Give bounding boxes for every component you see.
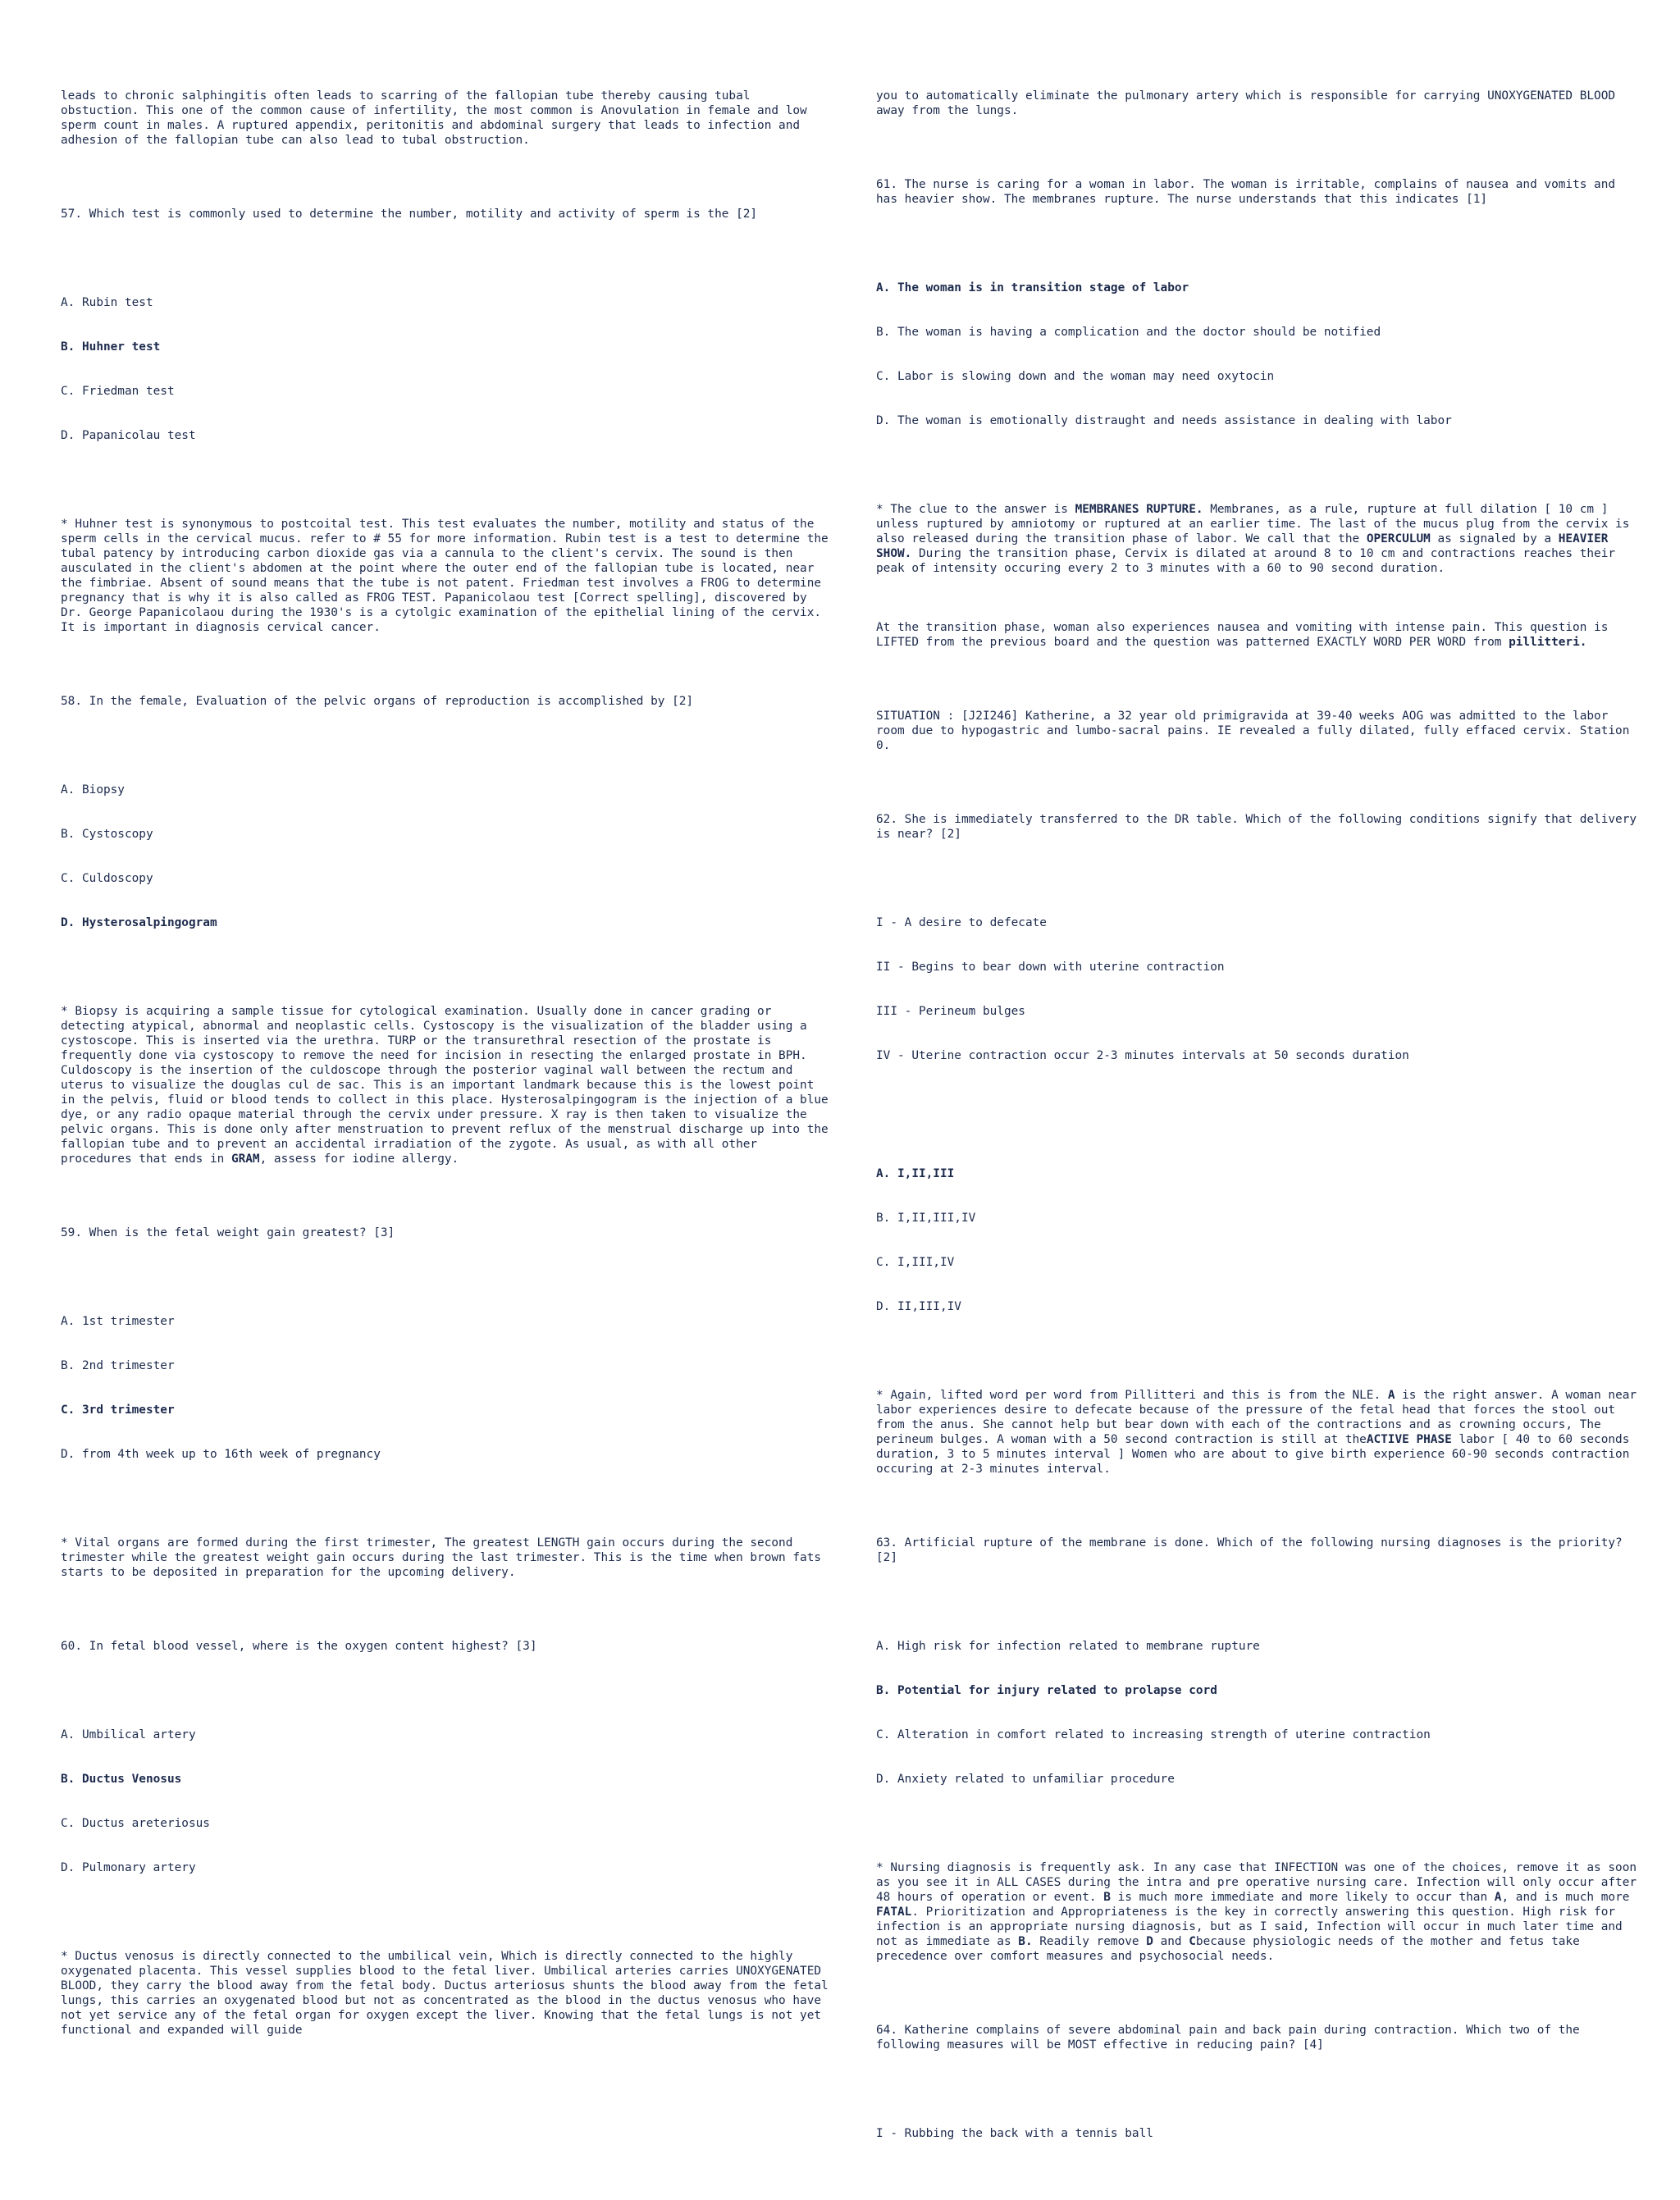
question-57-options — [61, 266, 832, 472]
explanation-63-emphasis-2: A — [1494, 1891, 1502, 1904]
explanation-62-text-1: * Again, lifted word per word from Pillitteri and this is from the NLE. — [876, 1389, 1388, 1402]
explanation-61-note-emphasis: pillitteri. — [1509, 636, 1587, 649]
question-58-options — [61, 753, 832, 960]
option-62-a-answer: A. I,II,III — [876, 1167, 955, 1180]
option-62-c: C. I,III,IV — [876, 1256, 955, 1269]
question-61-options — [876, 251, 1639, 458]
explanation-63-text-7: because physiologic needs of the mother and fetus take precedence over comfort measures and psychosocial needs. — [876, 1935, 1587, 1963]
explanation-63-text-2: is much more immediate and more likely to occur than — [1110, 1891, 1495, 1904]
explanation-63-text-1: * Nursing diagnosis is frequently ask. In any case that INFECTION was one of the choices, remove it as soon as you see it in ALL CASES during the intra and pre operative nursing care. Infection will only occur after 48 hours of operation or event. — [876, 1861, 1644, 1904]
option-59-b: B. 2nd trimester — [61, 1359, 175, 1372]
option-61-b: B. The woman is having a complication and the doctor should be notified — [876, 326, 1381, 339]
right-column — [876, 59, 1644, 2200]
option-60-a: A. Umbilical artery — [61, 1728, 196, 1741]
explanation-61-emphasis-1: MEMBRANES RUPTURE. — [1075, 503, 1203, 516]
explanation-58-text-end: , assess for iodine allergy. — [259, 1152, 459, 1166]
explanation-62-text-3: labor [ 40 to 60 seconds duration, 3 to 5 minutes interval ] Women who are about to give birth experience 60-90 seconds contraction occuring at 2-3 minutes interval. — [876, 1433, 1637, 1476]
explanation-63-text-6: and — [1153, 1935, 1189, 1948]
question-58: 58. In the female, Evaluation of the pelvic organs of reproduction is accomplished by [2] — [61, 695, 694, 708]
item-64-i: I - Rubbing the back with a tennis ball — [876, 2127, 1153, 2140]
question-57: 57. Which test is commonly used to determine the number, motility and activity of sperm is the [2] — [61, 208, 758, 221]
explanation-61-text-2: Membranes, as a rule, rupture at full dilation [ 10 cm ] unless ruptured by amniotomy or ruptured at an earlier time. The last of the mucus plug from the cervix is also released during the transition phase of labor. We call that the — [876, 503, 1637, 545]
explanation-61-text-1: * The clue to the answer is — [876, 503, 1075, 516]
option-58-b: B. Cystoscopy — [61, 828, 153, 841]
explanation-63 — [876, 1860, 1644, 1964]
explanation-61-note — [876, 620, 1639, 650]
option-59-d: D. from 4th week up to 16th week of pregnancy — [61, 1448, 381, 1461]
explanation-61-note-text: At the transition phase, woman also experiences nausea and vomiting with intense pain. This question is LIFTED from the previous board and the question was patterned EXACTLY WORD PER WORD from — [876, 621, 1616, 649]
explanation-61-emphasis-2: OPERCULUM — [1366, 532, 1431, 545]
option-59-c-answer: C. 3rd trimester — [61, 1404, 175, 1417]
option-57-c: C. Friedman test — [61, 385, 175, 398]
option-63-d: D. Anxiety related to unfamiliar procedure — [876, 1773, 1175, 1786]
explanation-62-text-2: is the right answer. A woman near labor experiences desire to defecate because of the pressure of the fetal head that forces the stool out from the anus. She cannot help but bear down with each of the contractions and as crowning occurs, The perineum bulges. A woman with a 50 second contraction is still at the — [876, 1389, 1644, 1446]
question-62-items — [876, 886, 1639, 1093]
explanation-61-text-3: as signaled by a — [1430, 532, 1559, 545]
option-58-a: A. Biopsy — [61, 783, 125, 796]
question-63-options — [876, 1609, 1639, 1816]
explanation-59: * Vital organs are formed during the first trimester, The greatest LENGTH gain occurs during the second trimester while the greatest weight gain occurs during the last trimester. This is the time when brown fats starts to be deposited in preparation for the upcoming delivery. — [61, 1536, 829, 1579]
question-64-items — [876, 2097, 1639, 2170]
explanation-63-text-4: . Prioritization and Appropriateness is the key in correctly answering this question. High risk for infection is an appropriate nursing diagnosis, but as I said, Infection will occur in much later time and not as immediate as — [876, 1906, 1630, 1948]
item-62-iv: IV - Uterine contraction occur 2-3 minutes intervals at 50 seconds duration — [876, 1049, 1409, 1062]
option-63-b-answer: B. Potential for injury related to prolapse cord — [876, 1684, 1217, 1697]
item-62-i: I - A desire to defecate — [876, 916, 1047, 929]
option-57-d: D. Papanicolau test — [61, 429, 196, 442]
option-62-d: D. II,III,IV — [876, 1300, 961, 1313]
explanation-58 — [61, 1004, 836, 1166]
option-60-c: C. Ductus areteriosus — [61, 1817, 210, 1830]
option-57-b-answer: B. Huhner test — [61, 340, 161, 354]
item-62-iii: III - Perineum bulges — [876, 1005, 1025, 1018]
question-59: 59. When is the fetal weight gain greatest? [3] — [61, 1226, 395, 1239]
explanation-62-emphasis-2: ACTIVE PHASE — [1366, 1433, 1452, 1446]
option-61-d: D. The woman is emotionally distraught and needs assistance in dealing with labor — [876, 414, 1452, 427]
question-61: 61. The nurse is caring for a woman in labor. The woman is irritable, complains of nausea and vomits and has heavier show. The membranes rupture. The nurse understands that this indicates [1] — [876, 178, 1623, 206]
option-57-a: A. Rubin test — [61, 296, 153, 309]
option-62-b: B. I,II,III,IV — [876, 1212, 976, 1225]
explanation-58-emphasis: GRAM — [231, 1152, 260, 1166]
explanation-62 — [876, 1388, 1644, 1477]
explanation-60-continued: you to automatically eliminate the pulmonary artery which is responsible for carrying UNOXYGENATED BLOOD away from the lungs. — [876, 89, 1623, 117]
explanation-63-emphasis-6: C — [1189, 1935, 1196, 1948]
option-61-c: C. Labor is slowing down and the woman may need oxytocin — [876, 370, 1275, 383]
option-58-d-answer: D. Hysterosalpingogram — [61, 916, 217, 929]
option-60-b-answer: B. Ductus Venosus — [61, 1773, 182, 1786]
explanation-63-emphasis-3: FATAL — [876, 1906, 912, 1919]
item-62-ii: II - Begins to bear down with uterine contraction — [876, 961, 1225, 974]
explanation-57: * Huhner test is synonymous to postcoital test. This test evaluates the number, motility and status of the sperm cells in the cervical mucus. refer to # 55 for more information. Rubin test is a test to determine the tubal patency by introducing carbon dioxide gas via a cannula to the client's cervix. The sound is then ausculated in the client's abdomen at the point where the outer end of the fallopian tube is located, near the fimbriae. Absent of sound means that the tube is not patent. Friedman test involves a FROG to determine pregnancy that is why it is also called as FROG TEST. Papanicolaou test [Correct spelling], discovered by Dr. George Papanicolaou during the 1930's is a cytolgic examination of the epithelial lining of the cervix. It is important in diagnosis cervical cancer. — [61, 518, 836, 634]
question-62-options — [876, 1137, 1639, 1344]
explanation-61-emphasis-3: HEAVIER SHOW. — [876, 532, 1616, 560]
explanation-62-emphasis-1: A — [1387, 1389, 1395, 1402]
explanation-63-emphasis-4: B. — [1018, 1935, 1033, 1948]
option-63-c: C. Alteration in comfort related to increasing strength of uterine contraction — [876, 1728, 1431, 1741]
question-62: 62. She is immediately transferred to the DR table. Which of the following conditions signify that delivery is near? [2] — [876, 813, 1644, 841]
explanation-61 — [876, 502, 1639, 576]
explanation-63-text-3: , and is much more — [1501, 1891, 1637, 1904]
option-59-a: A. 1st trimester — [61, 1315, 175, 1328]
explanation-60: * Ductus venosus is directly connected to the umbilical vein, Which is directly connected to the highly oxygenated placenta. This vessel supplies blood to the fetal liver. Umbilical arteries carries UNOXYGENATED BLOOD, they carry the blood away from the fetal body. Ductus arteriosus shunts the blood away from the fetal lungs, this carries an oxygenated blood but not as concentrated as the blood in the ductus venosus who have not yet service any of the fetal organ for oxygen except the liver. Knowing that the fetal lungs is not yet functional and expanded will guide — [61, 1950, 836, 2037]
left-column — [61, 59, 836, 2067]
explanation-63-emphasis-1: B — [1103, 1891, 1111, 1904]
question-60-options — [61, 1698, 832, 1905]
situation-paragraph: SITUATION : [J2I246] Katherine, a 32 year old primigravida at 39-40 weeks AOG was admitted to the labor room due to hypogastric and lumbo-sacral pains. IE revealed a fully dilated, fully effaced cervix. Station 0. — [876, 710, 1637, 752]
option-60-d: D. Pulmonary artery — [61, 1861, 196, 1874]
question-60: 60. In fetal blood vessel, where is the oxygen content highest? [3] — [61, 1640, 537, 1653]
question-59-options — [61, 1285, 832, 1491]
option-61-a-answer: A. The woman is in transition stage of labor — [876, 281, 1189, 294]
explanation-61-text-4: During the transition phase, Cervix is dilated at around 8 to 10 cm and contractions reaches their peak of intensity occuring every 2 to 3 minutes with a 60 to 90 second duration. — [876, 547, 1623, 575]
explanation-63-emphasis-5: D — [1146, 1935, 1153, 1948]
explanation-58-text: * Biopsy is acquiring a sample tissue for cytological examination. Usually done in cancer grading or detecting atypical, abnormal and neoplastic cells. Cystoscopy is the visualization of the bladder using a cystoscope. This is inserted via the urethra. TURP or the transurethral resection of the prostate is frequently done via cystoscopy to remove the need for incision in resecting the enlarged prostate in BPH. Culdoscopy is the insertion of the culdoscope through the posterior vaginal wall between the rectum and uterus to visualize the douglas cul de sac. This is an important landmark because this is the lowest point in the pelvis, fluid or blood tends to collect in this place. Hysterosalpingogram is the injection of a blue dye, or any radio opaque material through the cervix under pressure. X ray is then taken to visualize the pelvic organs. This is done only after menstruation to prevent reflux of the menstrual discharge up into the fallopian tube and to prevent an accidental irradiation of the zygote. As usual, as with all other procedures that ends in — [61, 1005, 836, 1166]
intro-paragraph: leads to chronic salphingitis often leads to scarring of the fallopian tube thereby causing tubal obstuction. This one of the common cause of infertility, the most common is Anovulation in female and low sperm count in males. A ruptured appendix, peritonitis and abdominal surgery that leads to infection and adhesion of the fallopian tube can also lead to tubal obstruction. — [61, 89, 815, 147]
option-63-a: A. High risk for infection related to membrane rupture — [876, 1640, 1260, 1653]
question-64: 64. Katherine complains of severe abdominal pain and back pain during contraction. Which two of the following measures will be MOST effective in reducing pain? [4] — [876, 2024, 1587, 2052]
question-63: 63. Artificial rupture of the membrane is done. Which of the following nursing diagnoses is the priority? [2] — [876, 1536, 1630, 1564]
explanation-63-text-5: Readily remove — [1032, 1935, 1147, 1948]
option-58-c: C. Culdoscopy — [61, 872, 153, 885]
